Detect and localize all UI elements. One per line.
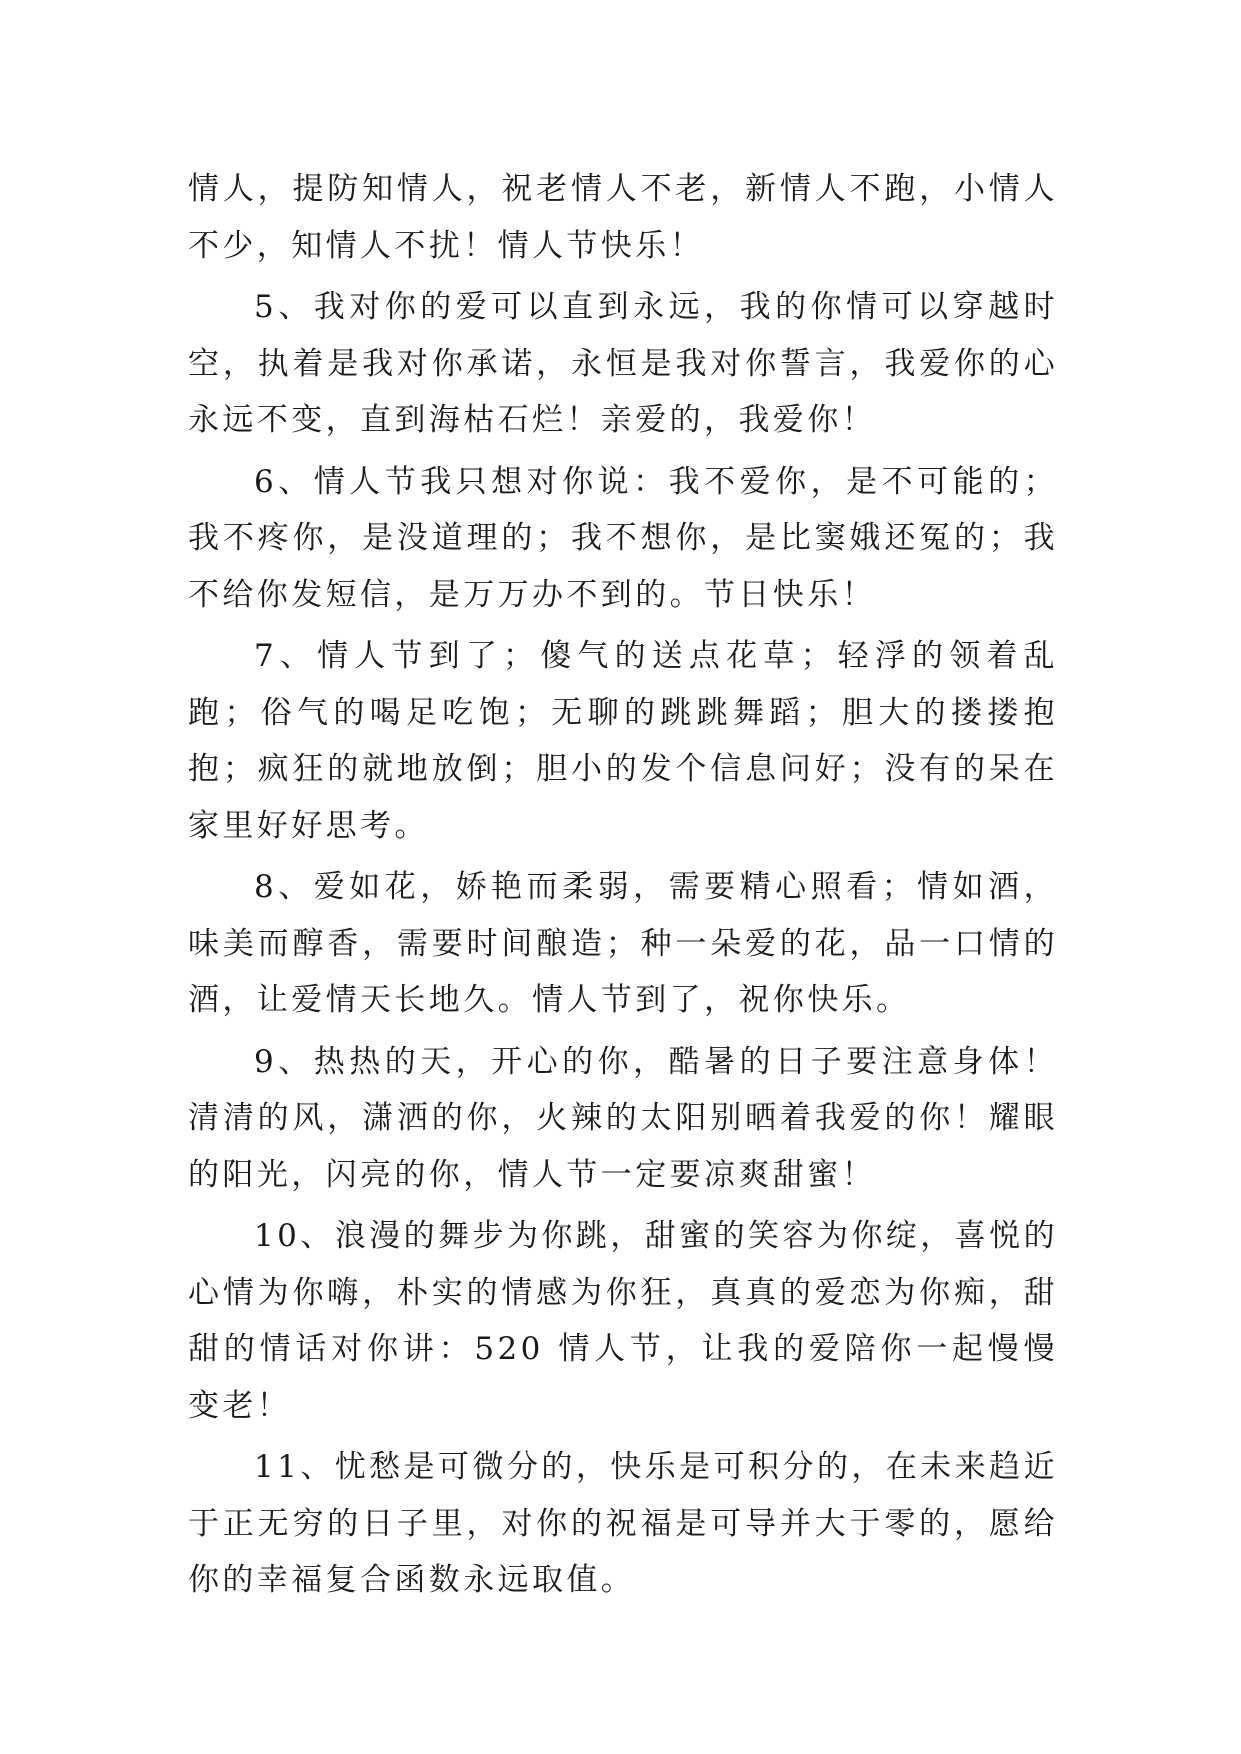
paragraph-6: 6、情人节我只想对你说：我不爱你，是不可能的；我不疼你，是没道理的；我不想你，是比窦娥还冤的；我不给你发短信，是万万办不到的。节日快乐！ [188,463,1058,613]
paragraph-9: 9、热热的天，开心的你，酷暑的日子要注意身体！清清的风，潇洒的你，火辣的太阳别晒着我爱的你！耀眼的阳光，闪亮的你，情人节一定要凉爽甜蜜！ [188,1043,1058,1193]
paragraph-10: 10、浪漫的舞步为你跳，甜蜜的笑容为你绽，喜悦的心情为你嗨，朴实的情感为你狂，真真的爱恋为你痴，甜甜的情话对你讲：520 情人节，让我的爱陪你一起慢慢变老！ [188,1218,1058,1424]
paragraph-7: 7、情人节到了；傻气的送点花草；轻浮的领着乱跑；俗气的喝足吃饱；无聊的跳跳舞蹈；胆大的搂搂抱抱；疯狂的就地放倒；胆小的发个信息问好；没有的呆在家里好好思考。 [188,638,1058,844]
paragraph-11: 11、忧愁是可微分的，快乐是可积分的，在未来趋近于正无穷的日子里，对你的祝福是可导并大于零的，愿给你的幸福复合函数永远取值。 [188,1449,1058,1598]
paragraph-continued: 情人，提防知情人，祝老情人不老，新情人不跑，小情人不少，知情人不扰！情人节快乐！ [188,171,1058,264]
document-body [188,161,1058,1614]
paragraph-5: 5、我对你的爱可以直到永远，我的你情可以穿越时空，执着是我对你承诺，永恒是我对你誓言，我爱你的心永远不变，直到海枯石烂！亲爱的，我爱你！ [188,289,1058,438]
paragraph-8: 8、爱如花，娇艳而柔弱，需要精心照看；情如酒，味美而醇香，需要时间酿造；种一朵爱的花，品一口情的酒，让爱情天长地久。情人节到了，祝你快乐。 [188,869,1058,1018]
